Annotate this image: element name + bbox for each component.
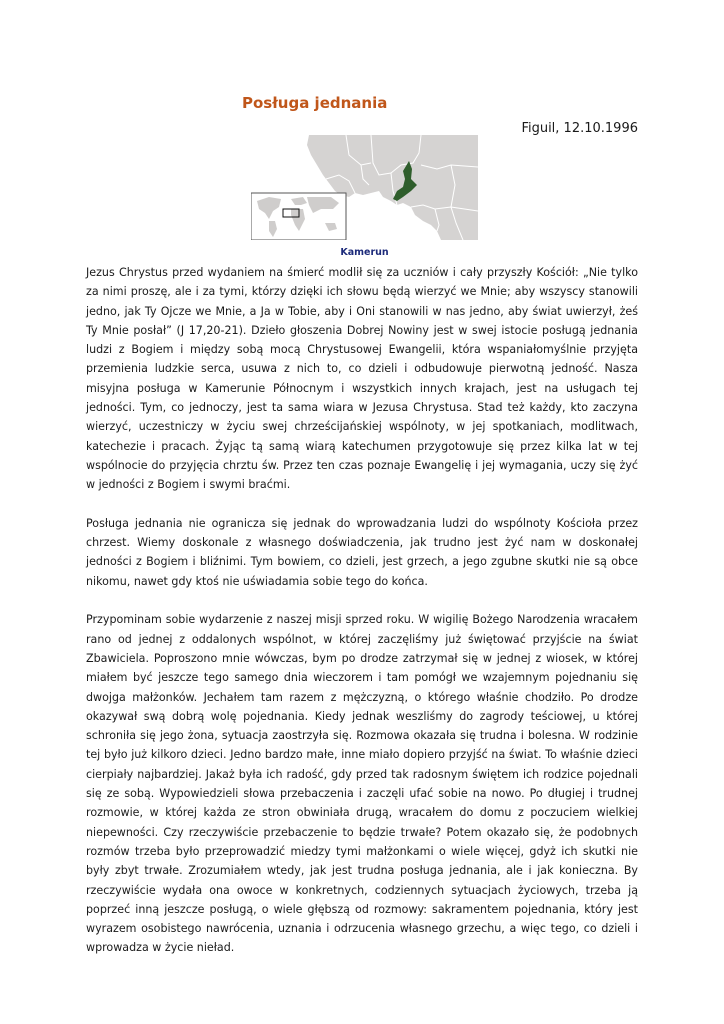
paragraph: Przypominam sobie wydarzenie z naszej misji sprzed roku. W wigilię Bożego Narodzenia wracałem rano od jednej z oddalonych wspólnot, w której zaczęliśmy już świętować przyjście na świat Zbawiciela. Poproszono mnie wówczas, bym po drodze zatrzymał się w jednej z wiosek, w której miałem być jeszcze tego samego dnia wieczorem i tam pomógł we wzajemnym pojednaniu się dwojga małżonków. Jechałem tam razem z mężczyzną, o którego właśnie chodziło. Po drodze okazywał swą dobrą wolę pojednania. Kiedy jednak weszliśmy do zagrody teściowej, u której schroniła się jego żona, sytuacja zaostrzyła się. Rozmowa okazała się trudna i bolesna. W rodzinie tej było już kilkoro dzieci. Jedno bardzo małe, inne miało dopiero przyjść na świat. To właśnie dzieci cierpiały najbardziej. Jakaż była ich radość, gdy przed tak radosnym świętem ich rodzice pojednali się ze sobą. Wypowiedzieli słowa przebaczenia i zaczęli ufać sobie na nowo. Po długiej i trudnej rozmowie, w której każda ze stron obwiniała drugą, wracałem do domu z poczuciem wielkiej niepewności. Czy rzeczywiście przebaczenie to będzie trwałe? Potem okazało się, że podobnych rozmów trzeba było przeprowadzić miedzy tymi małżonkami o wiele więcej, gdyż ich skutki nie były zbyt trwałe. Zrozumiałem wtedy, jak jest trudna posługa jednania, ale i jak konieczna. By rzeczywiście wydała ona owoce w konkretnych, codziennych sytuacjach życiowych, trzeba ją poprzeć inną jeszcze posługą, o wiele głębszą od rozmowy: sakramentem pojednania, który jest wyrazem osobistego nawrócenia, uznania i odrzucenia własnego grzechu, a więc tego, co dzieli i wprowadza w życie nieład. <box>86 613 638 955</box>
cameroon-map <box>251 135 478 240</box>
article-body <box>86 263 638 977</box>
paragraph: Jezus Chrystus przed wydaniem na śmierć modlił się za uczniów i cały przyszły Kościół: „Nie tylko za nimi proszę, ale i za tymi, którzy dzięki ich słowu będą wierzyć we Mnie; aby wszyscy stanowili jedno, jak Ty Ojcze we Mnie, a Ja w Tobie, aby i Oni stanowili w nas jedno, aby świat uwierzył, żeś Ty Mnie posłał” (J 17,20-21). Dzieło głoszenia Dobrej Nowiny jest w swej istocie posługą jednania ludzi z Bogiem i między sobą mocą Chrystusowej Ewangelii, która wspaniałomyślnie przyjęta przemienia ludzkie serca, usuwa z nich to, co dzieli i odbudowuje pierwotną jedność. Nasza misyjna posługa w Kamerunie Północnym i wszystkich innych krajach, jest na usługach tej jedności. Tym, co jednoczy, jest ta sama wiara w Jezusa Chrystusa. Stad też każdy, kto zaczyna wierzyć, uczestniczy w życiu swej chrześcijańskiej wspólnoty, w jej spotkaniach, modlitwach, katechezie i pracach. Żyjąc tą samą wiarą katechumen przygotowuje się przez kilka lat w tej wspólnocie do przyjęcia chrztu św. Przez ten czas poznaje Ewangelię i jej wymagania, uczy się żyć w jedności z Bogiem i swymi braćmi. <box>86 266 638 492</box>
page-title: Posługa jednania <box>242 94 388 112</box>
date-place: Figuil, 12.10.1996 <box>521 121 638 136</box>
paragraph: Posługa jednania nie ogranicza się jednak do wprowadzania ludzi do wspólnoty Kościoła przez chrzest. Wiemy doskonale z własnego doświadczenia, jak trudno jest żyć nam w doskonałej jedności z Bogiem i bliźnimi. Tym bowiem, co dzieli, jest grzech, a jego zgubne skutki nie są obce nikomu, nawet gdy ktoś nie uświadamia sobie tego do końca. <box>86 516 638 588</box>
map-caption: Kamerun <box>340 247 389 258</box>
world-inset-map <box>251 193 346 240</box>
